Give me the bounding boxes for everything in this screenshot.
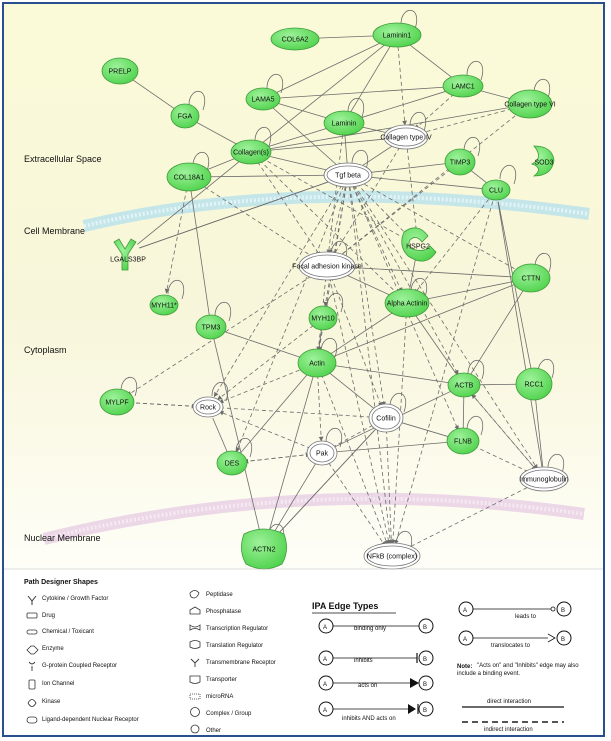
legend-shape-label: Enzyme	[42, 646, 64, 652]
legend-edge-types	[312, 601, 597, 733]
node-label-cofilin: Cofilin	[376, 415, 396, 423]
node-label-clu: CLU	[488, 187, 504, 195]
region-label-extracellular: Extracellular Space	[24, 154, 102, 164]
node-label-myh11: MYH11*	[151, 302, 177, 310]
node-label-des: DES	[224, 460, 240, 468]
legend-node-b-label: B	[423, 682, 428, 688]
legend-leads-end	[551, 607, 555, 611]
complex-group-icon	[191, 708, 200, 717]
network-diagram-frame	[2, 2, 605, 737]
node-label-timp3: TIMP3	[449, 159, 471, 167]
node-label-lama5: LAMA5	[251, 96, 275, 104]
node-label-fga: FGA	[177, 113, 193, 121]
nuclear-receptor-icon	[27, 717, 37, 723]
legend-shape-label: Kinase	[42, 699, 61, 705]
node-label-nfkb: NFkB (complex)	[366, 553, 418, 561]
node-label-actn2: ACTN2	[252, 546, 276, 554]
node-label-mylpf: MYLPF	[105, 399, 129, 407]
legend-indirect-label: indirect interaction	[484, 727, 533, 733]
transporter-icon	[190, 676, 200, 684]
legend-binding-label: binding only	[354, 626, 387, 632]
legend-shape-label: Transmembrane Receptor	[206, 660, 276, 666]
legend-both-arrowhead	[408, 704, 416, 714]
phosphatase-icon	[190, 607, 200, 614]
legend-shapes-title: Path Designer Shapes	[24, 579, 98, 586]
legend-node-a-label: A	[463, 608, 468, 614]
legend-shape-label: Peptidase	[206, 592, 233, 598]
legend-shape-label: G-protein Coupled Receptor	[42, 663, 118, 669]
node-label-sod3: SOD3	[534, 159, 554, 167]
chemical-icon	[27, 630, 37, 634]
node-label-lamc1: LAMC1	[451, 83, 475, 91]
legend-node-a-label: A	[323, 708, 328, 714]
node-label-fak: Focal adhesion kinase	[292, 263, 362, 271]
legend-note-label: Note:	[457, 664, 473, 670]
legend-direct-label: direct interaction	[487, 699, 532, 705]
node-label-tgfb: Tgf beta	[335, 172, 361, 180]
node-label-collagens: Collagen(s)	[233, 149, 269, 157]
legend-leads-label: leads to	[515, 614, 537, 620]
legend-shape-label: Ligand-dependent Nuclear Receptor	[42, 717, 139, 723]
legend-node-a-label: A	[323, 657, 328, 663]
legend-shape-label: Cytokine / Growth Factor	[42, 596, 109, 602]
node-label-col18a1: COL18A1	[173, 174, 205, 182]
node-label-pak: Pak	[315, 450, 329, 458]
legend-acts-label: acts on	[358, 683, 378, 689]
node-label-rock: Rock	[200, 404, 216, 412]
legend-both-label: inhibits AND acts on	[342, 716, 396, 722]
node-label-lgals3bp: LGALS3BP	[110, 256, 146, 264]
legend-node-b-label: B	[423, 625, 428, 631]
legend-node-a-label: A	[323, 625, 328, 631]
legend-edge-title: IPA Edge Types	[312, 601, 379, 611]
legend-node-b-label: B	[423, 708, 428, 714]
legend-node-a-label: A	[323, 682, 328, 688]
other-icon	[191, 725, 199, 733]
legend-shapes	[24, 579, 276, 734]
legend-shape-label: Other	[206, 728, 222, 734]
enzyme-icon	[27, 646, 38, 654]
region-label-cell-membrane: Cell Membrane	[24, 226, 86, 236]
node-label-cttn: CTTN	[521, 275, 541, 283]
legend-shape-label: Drug	[42, 613, 56, 619]
legend-shape-label: Chemical / Toxicant	[42, 629, 94, 635]
microrna-icon	[190, 694, 200, 699]
transcription-regulator-icon	[190, 625, 200, 630]
transmembrane-receptor-icon	[191, 659, 199, 667]
legend-shape-label: Transporter	[206, 677, 237, 683]
legend-inhibits-label: inhibits	[354, 658, 373, 664]
node-label-collagen6: Collagen type VI	[504, 101, 556, 109]
pathway-network	[4, 4, 605, 735]
node-label-tpm3: TPM3	[201, 324, 221, 332]
legend-node-b-label: B	[561, 608, 566, 614]
node-label-actin: Actin	[309, 360, 325, 368]
legend-shape-label: microRNA	[206, 694, 234, 700]
node-label-collagen4: Collagen type IV	[380, 134, 432, 142]
region-label-cytoplasm: Cytoplasm	[24, 345, 67, 355]
legend-shape-label: Translation Regulator	[206, 643, 264, 649]
legend-shape-label: Ion Channel	[42, 681, 75, 687]
ion-channel-icon	[29, 680, 35, 689]
legend-node-b-label: B	[423, 657, 428, 663]
node-label-laminin1: Laminin1	[382, 32, 412, 40]
node-label-flnb: FLNB	[454, 438, 472, 446]
legend-acts-arrowhead	[410, 678, 419, 688]
node-label-laminin: Laminin	[331, 120, 357, 128]
node-label-hspg2: HSPG2	[406, 243, 430, 251]
node-label-actb: ACTB	[454, 382, 474, 390]
legend-node-b-label: B	[561, 637, 566, 643]
kinase-icon	[28, 700, 36, 707]
legend-shape-label: Phosphatase	[206, 609, 242, 615]
legend-translocates-label: translocates to	[491, 643, 531, 649]
translation-regulator-icon	[190, 641, 200, 649]
legend-node-a-label: A	[463, 637, 468, 643]
node-label-immunoglobulin: Immunoglobulin	[519, 476, 569, 484]
drug-icon	[27, 613, 37, 618]
legend-shape-label: Transcription Regulator	[206, 626, 269, 632]
node-label-col6a2: COL6A2	[281, 36, 309, 44]
legend-shape-label: Complex / Group	[206, 711, 252, 717]
region-label-nuclear-membrane: Nuclear Membrane	[24, 533, 101, 543]
legend-note-box	[457, 662, 597, 696]
legend-note-text: "Acts on" and "Inhibits" edge may also include a binding event.	[457, 663, 579, 677]
node-label-rcc1: RCC1	[524, 381, 544, 389]
edge-flnb-actb	[463, 397, 464, 429]
legend-translocates-arrowhead	[548, 634, 555, 642]
node-label-prelp: PRELP	[108, 68, 132, 76]
cytokine-icon	[28, 596, 36, 605]
node-label-myh10: MYH10	[311, 315, 335, 323]
node-label-alpha_actinin: Alpha Actinin	[386, 300, 428, 308]
gpcr-icon	[29, 662, 35, 671]
peptidase-icon	[190, 591, 199, 599]
